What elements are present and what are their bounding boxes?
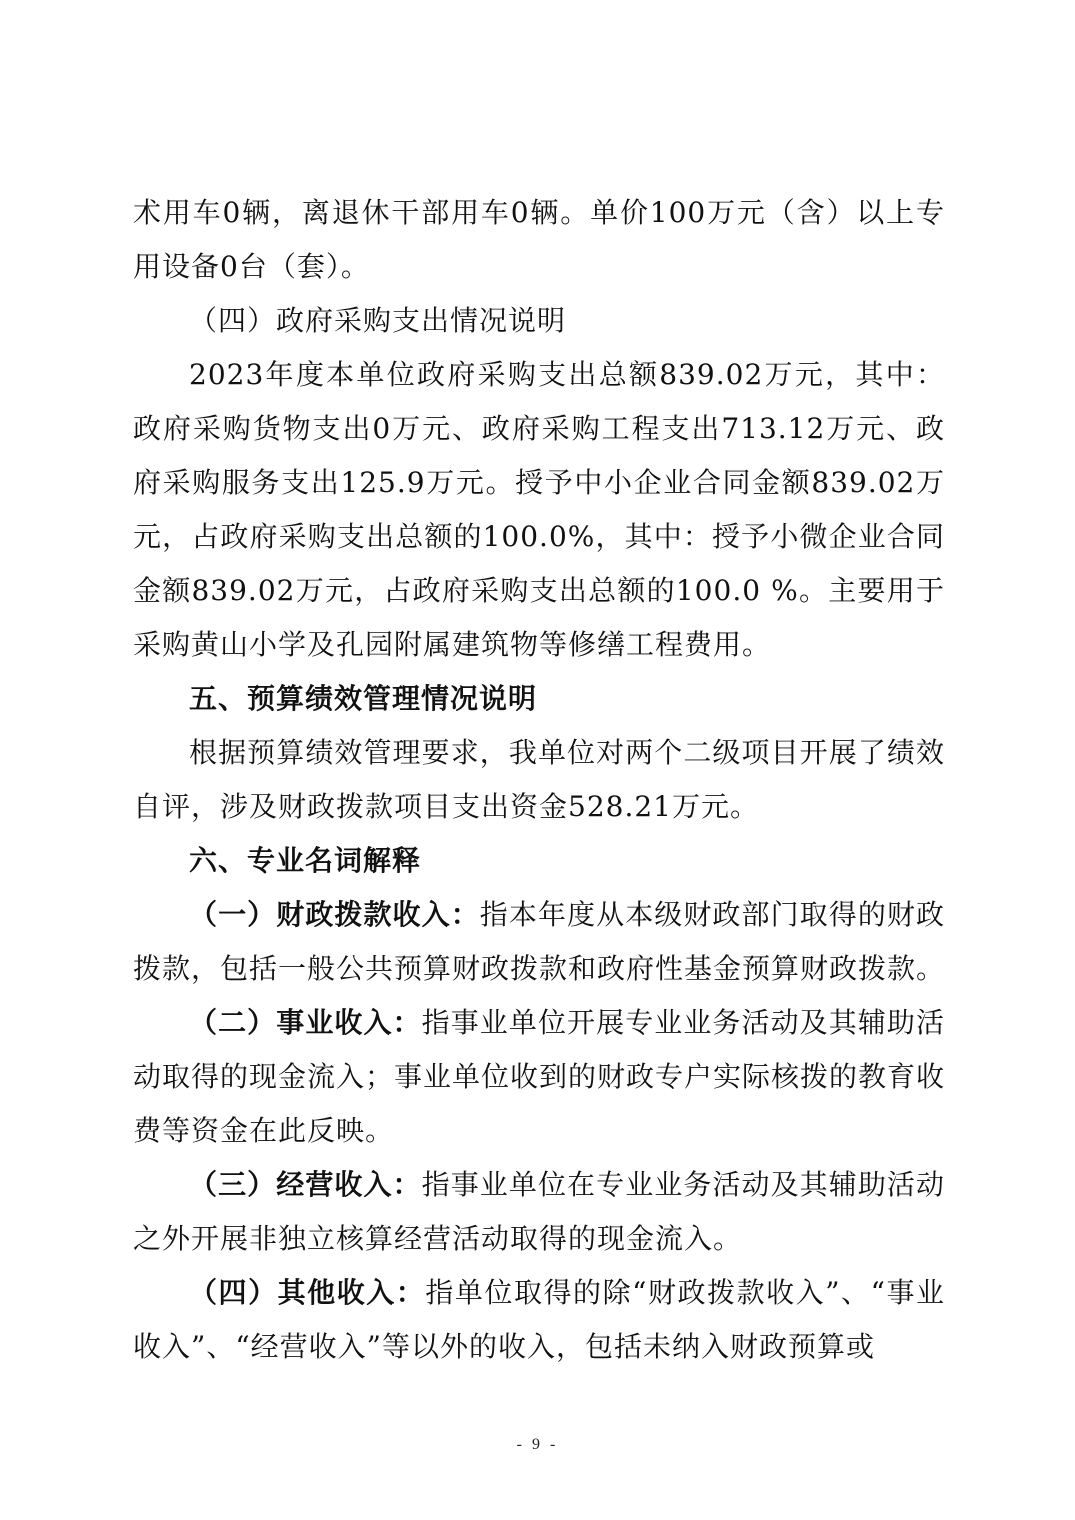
term-definition: 指事业单位开展专业业务活动及其辅助活动取得的现金流入；事业单位收到的财政专户实际核拨的教育收费等资金在此反映。 [133, 1006, 946, 1147]
term-other-income [133, 1266, 945, 1374]
term-operating-income [133, 1158, 945, 1266]
paragraph-gov-purchase: 2023年度本单位政府采购支出总额839.02万元，其中：政府采购货物支出0万元、政府采购工程支出713.12万元、政府采购服务支出125.9万元。授予中小企业合同金额839.02万元，占政府采购支出总额的100.0%，其中：授予小微企业合同金额839.02万元，占政府采购支出总额的100.0 %。主要用于采购黄山小学及孔园附属建筑物等修缮工程费用。 [133, 358, 945, 661]
term-definition: 指事业单位在专业业务活动及其辅助活动之外开展非独立核算经营活动取得的现金流入。 [133, 1168, 945, 1255]
term-label: （二）事业收入： [189, 1006, 422, 1039]
heading-terms: 六、专业名词解释 [189, 844, 422, 877]
heading-performance: 五、预算绩效管理情况说明 [189, 682, 538, 715]
paragraph-performance: 根据预算绩效管理要求，我单位对两个二级项目开展了绩效自评，涉及财政拨款项目支出资金528.21万元。 [133, 736, 945, 823]
heading-gov-purchase: （四）政府采购支出情况说明 [189, 304, 567, 337]
term-label: （三）经营收入： [189, 1168, 422, 1201]
page-number: - 9 - [516, 1436, 559, 1453]
term-label: （一）财政拨款收入： [189, 898, 480, 931]
document-body [133, 186, 945, 1374]
term-fiscal-income [133, 888, 945, 996]
paragraph-vehicles: 术用车0辆，离退休干部用车0辆。单价100万元（含）以上专用设备0台（套）。 [133, 196, 945, 283]
term-business-income [133, 996, 945, 1158]
term-definition: 指单位取得的除“财政拨款收入”、“事业收入”、“经营收入”等以外的收入，包括未纳入财政预算或 [133, 1276, 945, 1363]
term-label: （四）其他收入： [189, 1276, 426, 1309]
term-definition: 指本年度从本级财政部门取得的财政拨款，包括一般公共预算财政拨款和政府性基金预算财政拨款。 [133, 898, 946, 985]
